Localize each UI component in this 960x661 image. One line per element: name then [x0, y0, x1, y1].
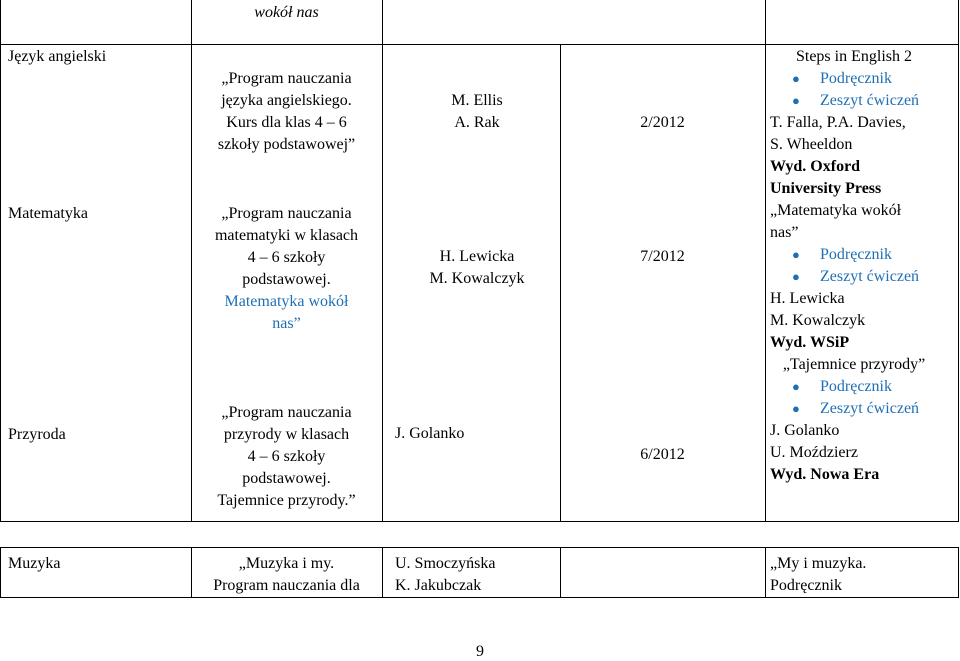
table-border [958, 547, 959, 598]
subject-english: Język angielski [8, 48, 107, 65]
subject-math: Matematyka [8, 205, 88, 222]
table-border [765, 547, 766, 598]
page-number: 9 [476, 643, 484, 660]
table-border [0, 547, 1, 598]
table-border [0, 0, 1, 44]
table-border [382, 547, 383, 598]
book-music: „My i muzyka. Podręcznik [770, 555, 867, 594]
book-items-english: ● Podręcznik ● Zeszyt ćwiczeń [770, 68, 958, 112]
subject-music: Muzyka [8, 555, 61, 572]
subject-nature: Przyroda [8, 426, 66, 443]
table-border [0, 547, 959, 548]
book-title-nature: „Tajemnice przyrody” [782, 356, 926, 373]
book-column: Steps in English 2 ● Podręcznik ● Zeszyt ćwiczeń T. Falla, P.A. Davies, S. Wheeldon Wyd. Oxford University Press „Matematyka wokół nas” ● Podręcznik ● Zeszyt ćwiczeń H. Lewicka M. Kowalczyk Wyd. WSiP „Tajemnice przyrody” ● Podręcznik ● Zeszyt ćwiczeń J. Golanko U. Moździerz Wyd. Nowa Era [770, 46, 958, 486]
program-english: „Program nauczania języka angielskiego. Kurs dla klas 4 – 6 szkoły podstawowej” [217, 70, 356, 153]
table-border [0, 44, 959, 45]
program-nature: „Program nauczania przyrody w klasach 4 – 6 szkoły podstawowej. Tajemnice przyrody.” [217, 404, 356, 509]
authors-music: U. Smoczyńska K. Jakubczak [395, 555, 496, 594]
program-music: „Muzyka i my. Program nauczania dla [213, 555, 360, 594]
authors-nature: J. Golanko [395, 425, 465, 442]
book-items-math: ● Podręcznik ● Zeszyt ćwiczeń [770, 244, 958, 288]
program-tail: wokół nas [254, 4, 319, 21]
authors-english: M. Ellis A. Rak [451, 92, 503, 131]
number-english: 2/2012 [640, 114, 685, 131]
authors-math: H. Lewicka M. Kowalczyk [429, 248, 525, 287]
table-border [765, 44, 766, 522]
table-border [0, 597, 959, 598]
book-items-nature: ● Podręcznik ● Zeszyt ćwiczeń [770, 376, 958, 420]
program-math: „Program nauczania matematyki w klasach 4 – 6 szkoły podstawowej. Matematyka wokół nas” [214, 205, 359, 332]
book-title-math: „Matematyka wokół [770, 202, 902, 219]
number-nature: 6/2012 [640, 446, 685, 463]
table-border [765, 0, 766, 44]
table-border [0, 521, 959, 522]
table-border [958, 0, 959, 522]
book-title-english: Steps in English 2 [795, 48, 912, 65]
table-border [0, 44, 1, 522]
number-math: 7/2012 [640, 248, 685, 265]
